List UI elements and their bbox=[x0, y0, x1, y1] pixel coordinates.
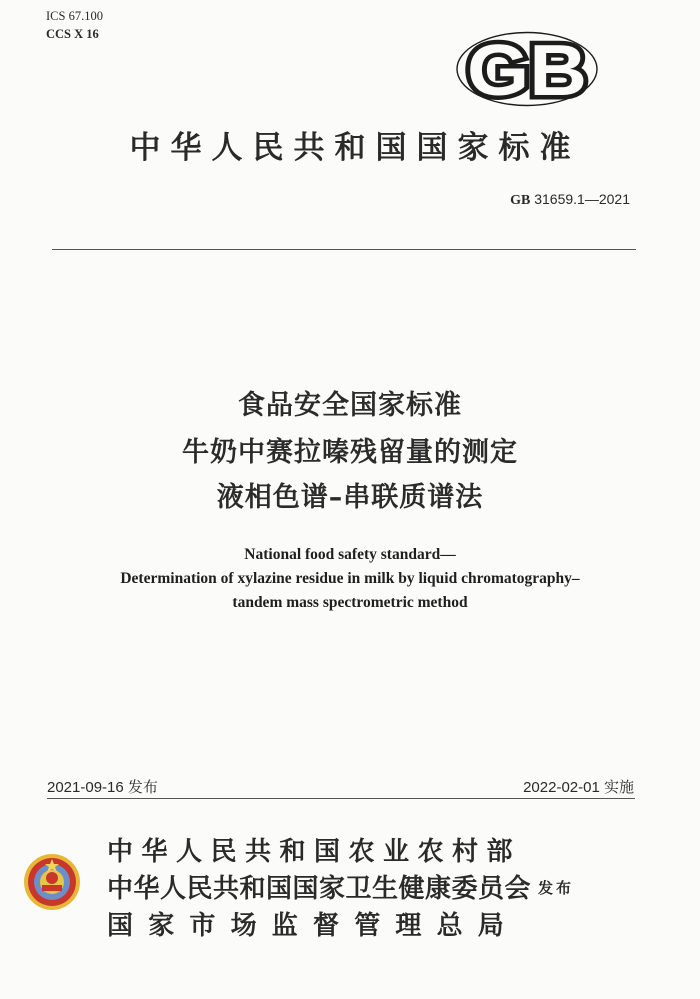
issuer-market-regulation: 国家市场监督管理总局 bbox=[107, 911, 520, 941]
ics-code: ICS 67.100 bbox=[46, 9, 103, 23]
national-emblem-icon bbox=[23, 853, 81, 911]
top-divider bbox=[52, 249, 636, 250]
standard-number bbox=[510, 191, 630, 209]
publish-label: 发布 bbox=[538, 879, 575, 897]
standard-number-value: 31659.1—2021 bbox=[534, 191, 630, 207]
gb-logo-text: GB bbox=[467, 31, 587, 107]
cn-title-line-2: 牛奶中赛拉嗪残留量的测定 bbox=[182, 437, 518, 468]
bottom-divider bbox=[47, 798, 635, 799]
issuer-ministry-agriculture: 中华人民共和国农业农村部 bbox=[107, 837, 522, 867]
ccs-code: CCS X 16 bbox=[46, 27, 99, 41]
issue-date: 2021-09-16 发布 bbox=[47, 779, 158, 796]
en-title-line-1: National food safety standard— bbox=[244, 546, 456, 563]
standard-type-title: 中华人民共和国国家标准 bbox=[129, 130, 581, 166]
implementation-date: 2022-02-01 实施 bbox=[523, 779, 634, 796]
en-title-line-2: Determination of xylazine residue in milk by liquid chromatography– bbox=[120, 570, 580, 587]
issuer-health-commission: 中华人民共和国国家卫生健康委员会 bbox=[107, 874, 532, 904]
en-title-line-3: tandem mass spectrometric method bbox=[232, 594, 468, 611]
standard-number-prefix: GB bbox=[510, 193, 531, 208]
cn-title-line-3: 液相色谱–串联质谱法 bbox=[216, 482, 484, 513]
gb-logo bbox=[456, 31, 598, 107]
cn-title-line-1: 食品安全国家标准 bbox=[238, 390, 462, 421]
